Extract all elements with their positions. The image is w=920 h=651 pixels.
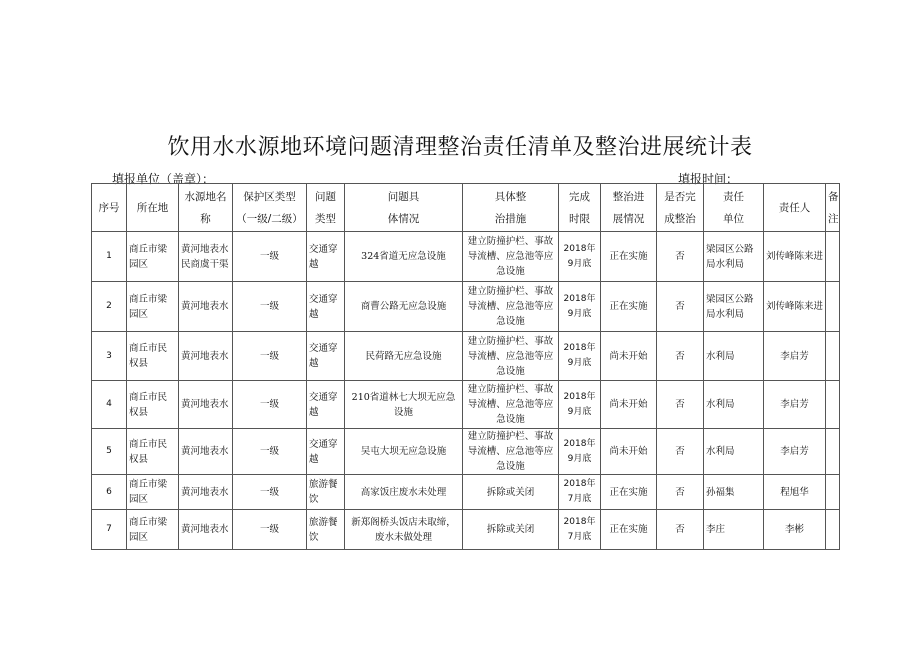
column-header-text: 责任人: [778, 201, 811, 214]
column-header-text: 备: [828, 190, 839, 203]
column-header-text: 体情况: [387, 212, 420, 225]
column-header: [345, 184, 463, 232]
deadline-text: 7月底: [567, 494, 592, 504]
deadline-text: 2018年: [563, 438, 596, 449]
column-header: [601, 184, 657, 232]
protection-level-cell: 一级: [233, 332, 307, 381]
deadline-text: 2018年: [563, 293, 596, 304]
deadline-text: 9月底: [567, 358, 592, 368]
column-header-text: （一级/二级）: [236, 212, 303, 225]
location-cell: 商丘市民权县: [127, 429, 179, 475]
column-header: [764, 184, 826, 232]
deadline-cell: [559, 232, 601, 282]
deadline-text: 2018年: [563, 516, 596, 527]
completed-cell: 否: [657, 475, 704, 510]
issue-type-cell: 交通穿越: [307, 232, 345, 282]
deadline-cell: [559, 381, 601, 429]
column-header: [559, 184, 601, 232]
row-number: 2: [92, 282, 127, 332]
column-header-text: 成整治: [664, 212, 696, 225]
water-source-cell: 黄河地表水: [179, 510, 233, 550]
measure-cell: 建立防撞护栏、事故导流槽、应急池等应急设施: [463, 232, 559, 282]
column-header: [463, 184, 559, 232]
deadline-text: 9月底: [567, 258, 592, 269]
location-cell: 商丘市民权县: [127, 381, 179, 429]
protection-level-cell: 一级: [233, 429, 307, 475]
progress-cell: 尚未开始: [601, 429, 657, 475]
deadline-text: 7月底: [567, 531, 592, 542]
note-cell: [826, 475, 840, 510]
column-header-text: 类型: [315, 212, 336, 225]
completed-cell: 否: [657, 429, 704, 475]
column-header-text: 具体整: [494, 190, 527, 203]
row-number: 1: [92, 232, 127, 282]
column-header: [179, 184, 233, 232]
location-cell: 商丘市民权县: [127, 332, 179, 381]
progress-cell: 尚未开始: [601, 381, 657, 429]
fill-unit-label: 填报单位（盖章）：: [112, 172, 215, 186]
column-header-text: 展情况: [612, 212, 645, 225]
responsible-person-cell: 刘传峰陈来进: [764, 282, 826, 332]
table-row: [92, 332, 840, 381]
table-row: [92, 381, 840, 429]
issue-detail-cell: 210省道林七大坝无应急设施: [345, 381, 463, 429]
completed-cell: 否: [657, 282, 704, 332]
deadline-text: 9月底: [567, 453, 592, 464]
column-header: [307, 184, 345, 232]
responsible-person-cell: 程旭华: [764, 475, 826, 510]
column-header-text: 治措施: [494, 212, 527, 225]
measure-cell: 建立防撞护栏、事故导流槽、应急池等应急设施: [463, 381, 559, 429]
table-row: [92, 429, 840, 475]
issue-detail-cell: 324省道无应急设施: [345, 232, 463, 282]
column-header: [127, 184, 179, 232]
responsibility-table: [91, 183, 840, 550]
note-cell: [826, 429, 840, 475]
note-cell: [826, 232, 840, 282]
protection-level-cell: 一级: [233, 282, 307, 332]
deadline-text: 2018年: [563, 343, 596, 353]
table-row: [92, 282, 840, 332]
progress-cell: 尚未开始: [601, 332, 657, 381]
row-number: 4: [92, 381, 127, 429]
location-cell: 商丘市梁园区: [127, 232, 179, 282]
responsible-unit-cell: 水利局: [704, 429, 764, 475]
water-source-cell: 黄河地表水: [179, 475, 233, 510]
deadline-cell: [559, 510, 601, 550]
protection-level-cell: 一级: [233, 475, 307, 510]
page-title: 饮用水水源地环境问题清理整治责任清单及整治进展统计表: [167, 135, 753, 160]
deadline-text: 9月底: [567, 308, 592, 319]
completed-cell: 否: [657, 510, 704, 550]
note-cell: [826, 510, 840, 550]
progress-cell: 正在实施: [601, 475, 657, 510]
water-source-cell: 黄河地表水: [179, 282, 233, 332]
note-cell: [826, 282, 840, 332]
responsible-unit-cell: 李庄: [704, 510, 764, 550]
location-cell: 商丘市梁园区: [127, 282, 179, 332]
progress-cell: 正在实施: [601, 282, 657, 332]
note-cell: [826, 381, 840, 429]
fill-time-label: 填报时间：: [678, 172, 739, 186]
note-cell: [826, 332, 840, 381]
column-header-text: 完成: [569, 190, 590, 203]
protection-level-cell: 一级: [233, 232, 307, 282]
deadline-text: 2018年: [563, 479, 596, 489]
measure-cell: 建立防撞护栏、事故导流槽、应急池等应急设施: [463, 332, 559, 381]
responsible-unit-cell: 水利局: [704, 332, 764, 381]
issue-type-cell: 交通穿越: [307, 429, 345, 475]
issue-detail-cell: 民荷路无应急设施: [345, 332, 463, 381]
issue-type-cell: 交通穿越: [307, 332, 345, 381]
responsible-unit-cell: 水利局: [704, 381, 764, 429]
table-row: [92, 232, 840, 282]
table-header-row: [92, 184, 840, 232]
column-header-text: 保护区类型: [243, 190, 296, 203]
responsible-unit-cell: 孙福集: [704, 475, 764, 510]
deadline-cell: [559, 332, 601, 381]
measure-cell: 拆除或关闭: [463, 510, 559, 550]
water-source-cell: 黄河地表水: [179, 381, 233, 429]
deadline-cell: [559, 429, 601, 475]
deadline-cell: [559, 475, 601, 510]
column-header-text: 时限: [569, 212, 590, 225]
column-header-text: 水源地名: [184, 190, 227, 203]
issue-type-cell: 旅游餐饮: [307, 475, 345, 510]
deadline-text: 9月底: [567, 406, 592, 417]
responsible-person-cell: 李启芳: [764, 381, 826, 429]
completed-cell: 否: [657, 381, 704, 429]
measure-cell: 拆除或关闭: [463, 475, 559, 510]
protection-level-cell: 一级: [233, 510, 307, 550]
location-cell: 商丘市梁园区: [127, 475, 179, 510]
table-row: [92, 475, 840, 510]
column-header: [704, 184, 764, 232]
responsible-person-cell: 李彬: [764, 510, 826, 550]
protection-level-cell: 一级: [233, 381, 307, 429]
issue-type-cell: 交通穿越: [307, 381, 345, 429]
column-header: [92, 184, 127, 232]
responsible-person-cell: 刘传峰陈来进: [764, 232, 826, 282]
location-cell: 商丘市梁园区: [127, 510, 179, 550]
issue-type-cell: 旅游餐饮: [307, 510, 345, 550]
row-number: 5: [92, 429, 127, 475]
issue-type-cell: 交通穿越: [307, 282, 345, 332]
column-header: [233, 184, 307, 232]
measure-cell: 建立防撞护栏、事故导流槽、应急池等应急设施: [463, 429, 559, 475]
completed-cell: 否: [657, 332, 704, 381]
deadline-cell: [559, 282, 601, 332]
responsible-unit-cell: 梁园区公路局水利局: [704, 282, 764, 332]
column-header: [657, 184, 704, 232]
column-header-text: 问题具: [387, 190, 420, 203]
row-number: 6: [92, 475, 127, 510]
completed-cell: 否: [657, 232, 704, 282]
measure-cell: 建立防撞护栏、事故导流槽、应急池等应急设施: [463, 282, 559, 332]
responsible-unit-cell: 梁园区公路局水利局: [704, 232, 764, 282]
column-header-text: 序号: [98, 201, 120, 214]
water-source-cell: 黄河地表水: [179, 332, 233, 381]
issue-detail-cell: 吴屯大坝无应急设施: [345, 429, 463, 475]
progress-cell: 正在实施: [601, 510, 657, 550]
column-header-text: 称: [200, 212, 211, 225]
responsible-person-cell: 李启芳: [764, 332, 826, 381]
responsible-person-cell: 李启芳: [764, 429, 826, 475]
row-number: 3: [92, 332, 127, 381]
column-header: [826, 184, 840, 232]
column-header-text: 所在地: [136, 201, 169, 214]
column-header-text: 是否完: [664, 190, 696, 203]
column-header-text: 整治进: [612, 190, 645, 203]
table-row: [92, 510, 840, 550]
column-header-text: 注: [828, 212, 839, 225]
issue-detail-cell: 高家饭庄废水未处理: [345, 475, 463, 510]
issue-detail-cell: 新郑阁桥头饭店未取缔，废水未做处理: [345, 510, 463, 550]
water-source-cell: 黄河地表水民商虞干渠: [179, 232, 233, 282]
column-header-text: 问题: [315, 190, 336, 203]
column-header-text: 单位: [723, 212, 744, 225]
deadline-text: 2018年: [563, 391, 596, 402]
column-header-text: 责任: [723, 190, 744, 203]
water-source-cell: 黄河地表水: [179, 429, 233, 475]
deadline-text: 2018年: [563, 243, 596, 254]
issue-detail-cell: 商曹公路无应急设施: [345, 282, 463, 332]
progress-cell: 正在实施: [601, 232, 657, 282]
row-number: 7: [92, 510, 127, 550]
